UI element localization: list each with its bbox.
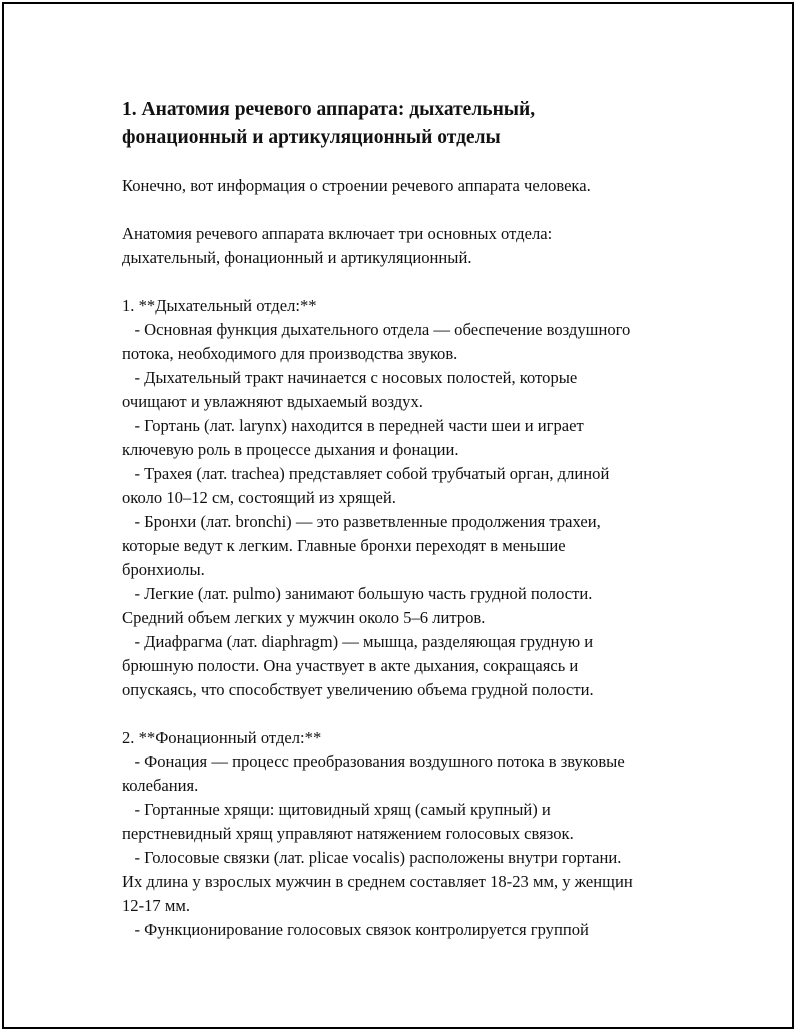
text-line: около 10–12 см, состоящий из хрящей. xyxy=(122,488,396,507)
section-heading: 1. **Дыхательный отдел:** xyxy=(122,296,317,315)
text-line: бронхиолы. xyxy=(122,560,205,579)
text-line: - Гортанные хрящи: щитовидный хрящ (самый крупный) и xyxy=(122,800,551,819)
text-line: Средний объем легких у мужчин около 5–6 литров. xyxy=(122,608,486,627)
text-line: очищают и увлажняют вдыхаемый воздух. xyxy=(122,392,423,411)
text-line: потока, необходимого для производства звуков. xyxy=(122,344,458,363)
document-title xyxy=(122,96,722,152)
section-phonation xyxy=(122,726,722,942)
text-line: - Голосовые связки (лат. plicae vocalis) расположены внутри гортани. xyxy=(122,848,622,867)
text-line: - Бронхи (лат. bronchi) — это разветвленные продолжения трахеи, xyxy=(122,512,601,531)
title-line-1: 1. Анатомия речевого аппарата: дыхательный, xyxy=(122,99,536,120)
text-line: - Дыхательный тракт начинается с носовых полостей, которые xyxy=(122,368,578,387)
section-heading: 2. **Фонационный отдел:** xyxy=(122,728,322,747)
text-line: - Диафрагма (лат. diaphragm) — мышца, разделяющая грудную и xyxy=(122,632,594,651)
title-line-2: фонационный и артикуляционный отделы xyxy=(122,127,501,148)
text-line: - Трахея (лат. trachea) представляет собой трубчатый орган, длиной xyxy=(122,464,610,483)
text-line: колебания. xyxy=(122,776,199,795)
overview-line-2: дыхательный, фонационный и артикуляционный. xyxy=(122,248,472,267)
text-line: которые ведут к легким. Главные бронхи переходят в меньшие xyxy=(122,536,566,555)
text-line: опускаясь, что способствует увеличению объема грудной полости. xyxy=(122,680,594,699)
document-body xyxy=(122,96,722,942)
text-line: - Гортань (лат. larynx) находится в передней части шеи и играет xyxy=(122,416,584,435)
overview-paragraph xyxy=(122,222,722,270)
overview-line-1: Анатомия речевого аппарата включает три основных отдела: xyxy=(122,224,553,243)
text-line: - Фонация — процесс преобразования воздушного потока в звуковые xyxy=(122,752,625,771)
text-line: - Функционирование голосовых связок контролируется группой xyxy=(122,920,589,939)
text-line: 12-17 мм. xyxy=(122,896,191,915)
text-line: - Легкие (лат. pulmo) занимают большую часть грудной полости. xyxy=(122,584,593,603)
page-frame xyxy=(2,2,794,1029)
text-line: брюшную полости. Она участвует в акте дыхания, сокращаясь и xyxy=(122,656,579,675)
text-line: перстневидный хрящ управляют натяжением голосовых связок. xyxy=(122,824,574,843)
intro-paragraph: Конечно, вот информация о строении речевого аппарата человека. xyxy=(122,176,591,195)
text-line: - Основная функция дыхательного отдела — обеспечение воздушного xyxy=(122,320,631,339)
text-line: ключевую роль в процессе дыхания и фонации. xyxy=(122,440,459,459)
section-respiratory xyxy=(122,294,722,702)
text-line: Их длина у взрослых мужчин в среднем составляет 18-23 мм, у женщин xyxy=(122,872,633,891)
